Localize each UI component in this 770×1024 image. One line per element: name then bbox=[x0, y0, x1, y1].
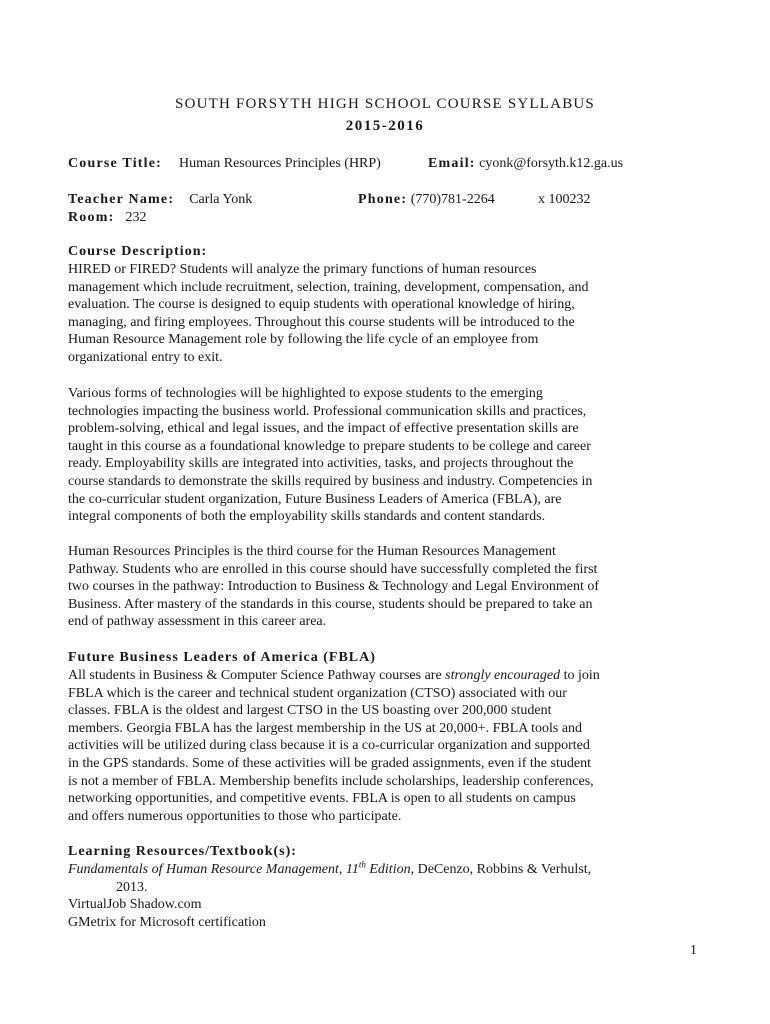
text-line: technologies impacting the business world. Professional communication skills and practices, bbox=[68, 403, 587, 419]
text-line: FBLA which is the career and technical student organization (CTSO) associated with our bbox=[68, 685, 567, 701]
resource-item: GMetrix for Microsoft certification bbox=[68, 914, 266, 930]
text-line: end of pathway assessment in this career area. bbox=[68, 614, 327, 630]
course-description-heading: Course Description: bbox=[68, 244, 208, 259]
text-line: networking opportunities, and competitive events. FBLA is open to all students on campus bbox=[68, 791, 576, 807]
course-title-row bbox=[68, 155, 381, 173]
text-line: Human Resource Management role by following the life cycle of an employee from bbox=[68, 332, 539, 348]
teacher-label: Teacher Name: bbox=[68, 192, 175, 207]
text-line: the co-curricular student organization, Future Business Leaders of America (FBLA), are bbox=[68, 491, 562, 507]
email-label: Email: bbox=[428, 156, 476, 171]
text-line: HIRED or FIRED? Students will analyze the primary functions of human resources bbox=[68, 262, 537, 277]
phone-label: Phone: bbox=[358, 192, 408, 207]
book-year: 2013. bbox=[116, 879, 148, 895]
text-line: activities will be utilized during class because it is a co-curricular organization and supported bbox=[68, 738, 590, 754]
text-line: in the GPS standards. Some of these activities will be graded assignments, even if the student bbox=[68, 755, 591, 771]
text-line: and offers numerous opportunities to those who participate. bbox=[68, 808, 402, 824]
text-fragment: Fundamentals of Human Resource Management, 11 bbox=[68, 862, 359, 877]
text-line bbox=[68, 667, 708, 685]
room-row bbox=[68, 209, 146, 227]
resource-item: VirtualJob Shadow.com bbox=[68, 897, 202, 913]
description-paragraph-2 bbox=[68, 385, 708, 526]
course-title-value: Human Resources Principles (HRP) bbox=[179, 156, 381, 171]
course-title-label: Course Title: bbox=[68, 156, 163, 171]
text-line: managing, and firing employees. Throughout this course students will be introduced to the bbox=[68, 314, 575, 330]
fbla-heading: Future Business Leaders of America (FBLA) bbox=[68, 650, 376, 665]
text-fragment: Edition bbox=[365, 862, 411, 877]
superscript: th bbox=[358, 859, 366, 870]
text-line: Business. After mastery of the standards in this course, students should be prepared to take an bbox=[68, 596, 593, 612]
text-line: organizational entry to exit. bbox=[68, 349, 223, 365]
text-fragment: to join bbox=[560, 668, 600, 683]
room-value: 232 bbox=[125, 210, 147, 225]
text-line: ready. Employability skills are integrated into activities, tasks, and projects throughout the bbox=[68, 456, 574, 472]
phone-extension: x 100232 bbox=[538, 192, 591, 207]
phone-row bbox=[358, 191, 495, 209]
book-title bbox=[68, 859, 411, 877]
text-line: classes. FBLA is the oldest and largest CTSO in the US boasting over 200,000 student bbox=[68, 703, 552, 719]
text-fragment: All students in Business & Computer Science Pathway courses are bbox=[68, 668, 446, 683]
learning-resources-heading: Learning Resources/Textbook(s): bbox=[68, 844, 297, 859]
text-line: course standards to demonstrate the skills required by business and industry. Competencies in bbox=[68, 473, 593, 489]
text-line: evaluation. The course is designed to equip students with operational knowledge of hiring, bbox=[68, 297, 575, 313]
room-label: Room: bbox=[68, 210, 115, 225]
text-line: two courses in the pathway: Introduction to Business & Technology and Legal Environment of bbox=[68, 579, 600, 595]
text-line: management which include recruitment, selection, training, development, compensation, and bbox=[68, 279, 589, 295]
emphasis-text: strongly encouraged bbox=[445, 668, 561, 683]
description-paragraph-1 bbox=[68, 261, 708, 367]
text-line: members. Georgia FBLA has the largest membership in the US at 20,000+. FBLA tools and bbox=[68, 720, 583, 736]
teacher-row bbox=[68, 191, 252, 209]
text-line: taught in this course as a foundational knowledge to prepare students to be college and career bbox=[68, 438, 591, 454]
page-number: 1 bbox=[690, 943, 697, 958]
text-line: problem-solving, ethical and legal issues, and the impact of effective presentation skills are bbox=[68, 421, 579, 437]
document-title: SOUTH FORSYTH HIGH SCHOOL COURSE SYLLABUS bbox=[175, 96, 595, 112]
description-paragraph-3 bbox=[68, 543, 708, 631]
text-line: Pathway. Students who are enrolled in this course should have successfully completed the first bbox=[68, 561, 598, 577]
email-value: cyonk@forsyth.k12.ga.us bbox=[479, 156, 624, 171]
phone-value: (770)781-2264 bbox=[410, 192, 495, 207]
fbla-paragraph bbox=[68, 667, 708, 825]
text-line: is not a member of FBLA. Membership benefits include scholarships, leadership conferences, bbox=[68, 773, 594, 789]
school-year: 2015-2016 bbox=[345, 118, 425, 134]
textbook-citation bbox=[68, 861, 708, 879]
text-line: Human Resources Principles is the third course for the Human Resources Management bbox=[68, 544, 556, 559]
book-authors: , DeCenzo, Robbins & Verhulst, bbox=[410, 862, 592, 877]
resources-list bbox=[68, 861, 708, 931]
text-line: integral components of both the employability skills standards and content standards. bbox=[68, 509, 546, 525]
teacher-value: Carla Yonk bbox=[189, 192, 253, 207]
email-row bbox=[428, 155, 623, 173]
text-line: Various forms of technologies will be highlighted to expose students to the emerging bbox=[68, 386, 543, 401]
